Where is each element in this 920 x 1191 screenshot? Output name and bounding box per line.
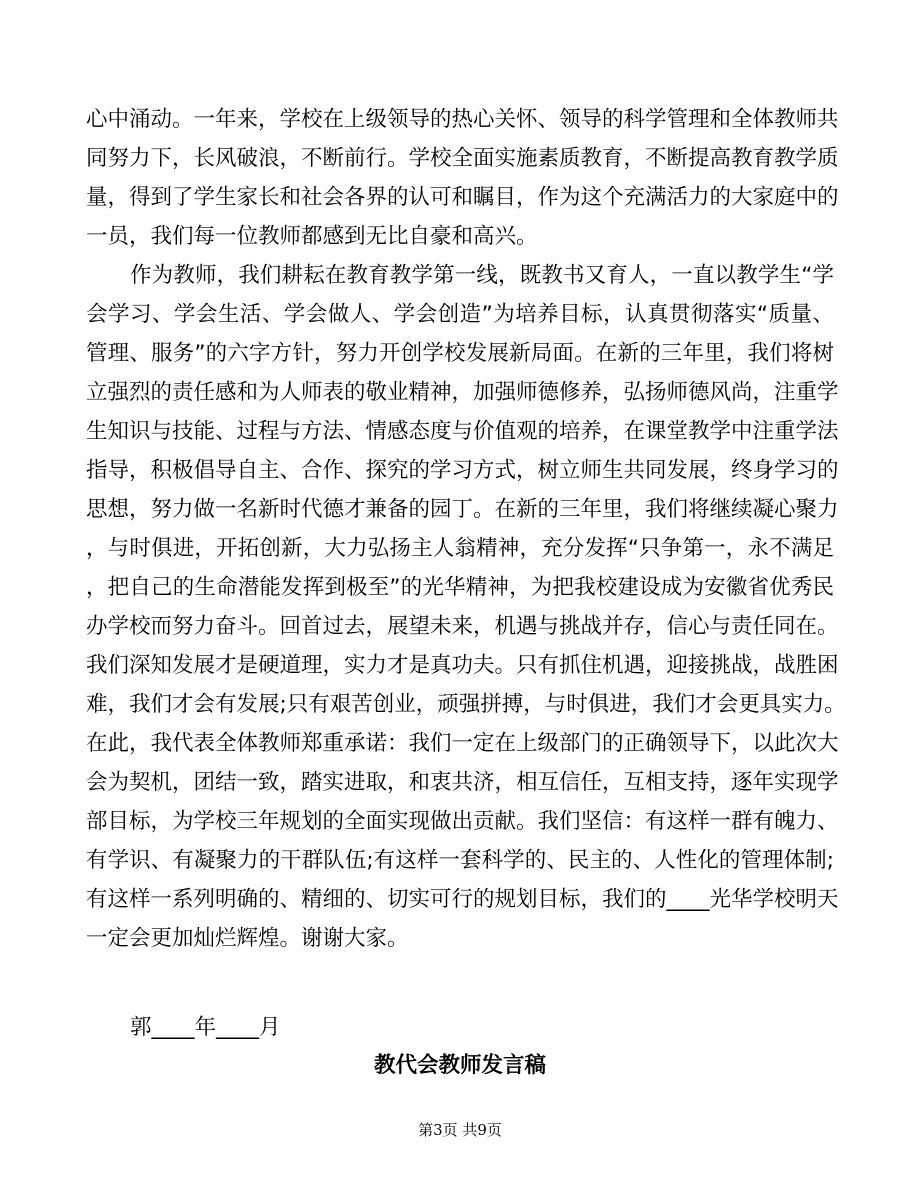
body-line: 我们深知发展才是硬道理，实力才是真功夫。只有抓住机遇，迎接挑战，战胜困	[86, 653, 839, 678]
page-number-footer: 第3页 共9页	[418, 1121, 502, 1139]
signature-date-line: 郭____年____月	[130, 1015, 281, 1040]
body-line: 量，得到了学生家长和社会各界的认可和瞩目，作为这个充满活力的大家庭中的	[86, 185, 839, 210]
body-line: 会为契机，团结一致，踏实进取，和衷共济，相互信任，互相支持，逐年实现学	[86, 770, 839, 795]
body-line: 有学识、有凝聚力的干群队伍;有这样一套科学的、民主的、人性化的管理体制;	[86, 848, 834, 873]
body-line: 立强烈的责任感和为人师表的敬业精神，加强师德修养，弘扬师德风尚，注重学	[86, 380, 839, 405]
body-line: 管理、服务”的六字方针，努力开创学校发展新局面。在新的三年里，我们将树	[86, 341, 834, 366]
body-line: 会学习、学会生活、学会做人、学会创造”为培养目标，认真贯彻落实“质量、	[86, 302, 834, 327]
speech-body	[86, 100, 846, 958]
body-line: 有这样一系列明确的、精细的、切实可行的规划目标，我们的____光华学校明天	[86, 887, 839, 912]
body-line: 部目标，为学校三年规划的全面实现做出贡献。我们坚信：有这样一群有魄力、	[86, 809, 839, 834]
body-line: ，把自己的生命潜能发挥到极至”的光华精神，为把我校建设成为安徽省优秀民	[86, 575, 834, 600]
body-line: 生知识与技能、过程与方法、情感态度与价值观的培养，在课堂教学中注重学法	[86, 419, 839, 444]
next-section-title: 教代会教师发言稿	[373, 1053, 546, 1078]
body-line: 指导，积极倡导自主、合作、探究的学习方式，树立师生共同发展，终身学习的	[86, 458, 839, 483]
body-line: 心中涌动。一年来，学校在上级领导的热心关怀、领导的科学管理和全体教师共	[86, 107, 839, 132]
body-line: 一员，我们每一位教师都感到无比自豪和高兴。	[86, 224, 538, 249]
body-line: 在此，我代表全体教师郑重承诺：我们一定在上级部门的正确领导下，以此次大	[86, 731, 839, 756]
body-line: 一定会更加灿烂辉煌。谢谢大家。	[86, 926, 409, 951]
body-line: 同努力下，长风破浪，不断前行。学校全面实施素质教育，不断提高教育教学质	[86, 146, 839, 171]
body-line: 难，我们才会有发展;只有艰苦创业，顽强拼搏，与时俱进，我们才会更具实力。	[86, 692, 846, 717]
body-line: 思想，努力做一名新时代德才兼备的园丁。在新的三年里，我们将继续凝心聚力	[86, 497, 839, 522]
body-line: 办学校而努力奋斗。回首过去，展望未来，机遇与挑战并存，信心与责任同在。	[86, 614, 839, 639]
body-line: 作为教师，我们耕耘在教育教学第一线，既教书又育人，一直以教学生“学	[130, 263, 834, 288]
body-line: ，与时俱进，开拓创新，大力弘扬主人翁精神，充分发挥“只争第一，永不满足	[86, 536, 834, 561]
